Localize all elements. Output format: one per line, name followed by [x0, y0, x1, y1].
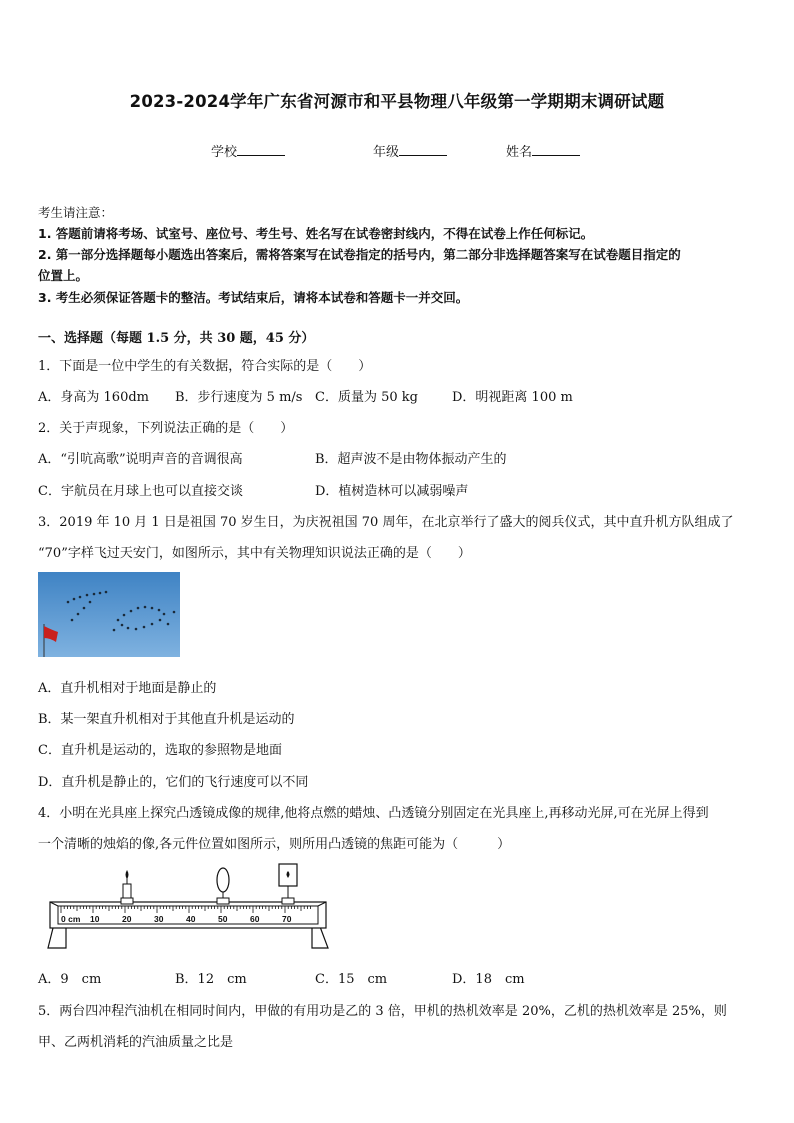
- ruler-label-60: 60: [250, 914, 260, 924]
- question-3-stem-cont: “70”字样飞过天安门，如图所示，其中有关物理知识说法正确的是（ ）: [38, 546, 471, 561]
- q1-option-c: C．质量为 50 kg: [315, 390, 418, 405]
- q4-option-d: D．18 cm: [452, 972, 525, 987]
- q1-option-b: B．步行速度为 5 m/s: [175, 390, 303, 405]
- question-5-stem: 5．两台四冲程汽油机在相同时间内，甲做的有用功是乙的 3 倍，甲机的热机效率是 20%，乙机的热机效率是 25%，则: [38, 1004, 727, 1019]
- grade-field: 年级: [373, 141, 447, 160]
- ruler-label-70: 70: [282, 914, 292, 924]
- q4-option-c: C．15 cm: [315, 972, 388, 987]
- ruler-label-30: 30: [154, 914, 164, 924]
- question-2-stem: 2．关于声现象，下列说法正确的是（ ）: [38, 421, 294, 436]
- q2-option-a: A．“引吭高歌”说明声音的音调很高: [38, 452, 243, 467]
- q2-option-d: D．植树造林可以减弱噪声: [315, 484, 469, 499]
- optical-bench-diagram: [44, 862, 334, 954]
- q3-option-d: D．直升机是静止的，它们的飞行速度可以不同: [38, 775, 309, 790]
- notice-item-1: 1. 答题前请将考场、试室号、座位号、考生号、姓名写在试卷密封线内，不得在试卷上作任何标记。: [38, 226, 594, 241]
- q3-option-a: A．直升机相对于地面是静止的: [38, 681, 217, 696]
- q4-option-b: B．12 cm: [175, 972, 247, 987]
- helicopter-formation-photo: [38, 572, 180, 657]
- q2-option-c: C．宇航员在月球上也可以直接交谈: [38, 484, 243, 499]
- ruler-label-20: 20: [122, 914, 132, 924]
- notice-item-2: 2. 第一部分选择题每小题选出答案后，需将答案写在试卷指定的括号内，第二部分非选择题答案写在试卷题目指定的: [38, 247, 681, 262]
- section-heading: 一、选择题（每题 1.5 分，共 30 题，45 分）: [38, 331, 315, 346]
- ruler-label-40: 40: [186, 914, 196, 924]
- ruler-label-0: 0 cm: [61, 914, 81, 924]
- school-field: 学校: [211, 141, 285, 160]
- q1-option-d: D．明视距离 100 m: [452, 390, 573, 405]
- page-title: 2023-2024学年广东省河源市和平县物理八年级第一学期期末调研试题: [129, 92, 665, 111]
- q4-option-a: A．9 cm: [38, 972, 102, 987]
- notice-item-2-cont: 位置上。: [38, 268, 89, 283]
- ruler-label-10: 10: [90, 914, 100, 924]
- notice-heading: 考生请注意：: [38, 205, 114, 220]
- question-1-stem: 1．下面是一位中学生的有关数据，符合实际的是（ ）: [38, 359, 372, 374]
- name-field: 姓名: [506, 141, 580, 160]
- q2-option-b: B．超声波不是由物体振动产生的: [315, 452, 507, 467]
- question-4-stem: 4．小明在光具座上探究凸透镜成像的规律,他将点燃的蜡烛、凸透镜分别固定在光具座上,再移动光屏,可在光屏上得到: [38, 806, 709, 821]
- question-4-stem-cont: 一个清晰的烛焰的像,各元件位置如图所示，则所用凸透镜的焦距可能为（ ）: [38, 837, 511, 852]
- ruler-label-50: 50: [218, 914, 228, 924]
- q1-option-a: A．身高为 160dm: [38, 390, 149, 405]
- notice-item-3: 3. 考生必须保证答题卡的整洁。考试结束后，请将本试卷和答题卡一并交回。: [38, 290, 469, 305]
- q3-option-c: C．直升机是运动的，选取的参照物是地面: [38, 743, 282, 758]
- question-3-stem: 3．2019 年 10 月 1 日是祖国 70 岁生日，为庆祝祖国 70 周年，在北京举行了盛大的阅兵仪式，其中直升机方队组成了: [38, 515, 734, 530]
- question-5-stem-cont: 甲、乙两机消耗的汽油质量之比是: [38, 1035, 234, 1050]
- q3-option-b: B．某一架直升机相对于其他直升机是运动的: [38, 712, 295, 727]
